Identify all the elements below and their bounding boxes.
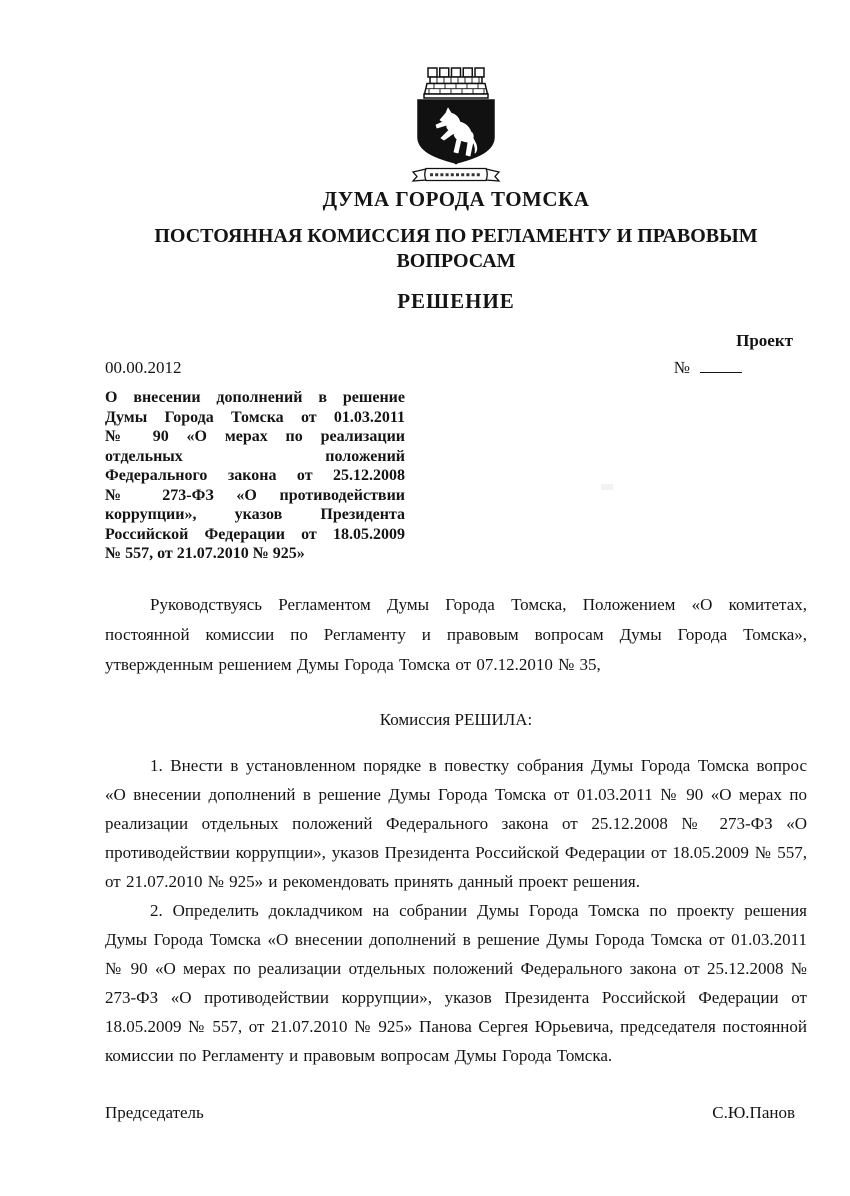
subject-line: Федерального закона от 25.12.2008 <box>105 467 405 484</box>
signer-name: С.Ю.Панов <box>712 1102 795 1122</box>
org-name: ДУМА ГОРОДА ТОМСКА <box>322 187 590 211</box>
resolution-item-2: 2. Определить докладчиком на собрании Думы Города Томска по проекту решения Думы Города Томска «О внесении дополнений в решение Думы Города Томска от 01.03.2011 № 90 «О мерах по реализации отдельных положений Федерального закона от 25.12.2008 № 273-ФЗ «О противодействии коррупции», указов Президента Российской Федерации от 18.05.2009 № 557, от 21.07.2010 № 925» Панова Сергея Юрьевича, председателя постоянной комиссии по Регламенту и правовым вопросам Думы Города Томска. <box>105 900 807 1065</box>
mural-crown-icon <box>424 68 488 98</box>
subject-line: Думы Города Томска от 01.03.2011 <box>105 408 405 426</box>
letterhead <box>105 66 807 314</box>
number-label: № <box>673 358 690 377</box>
subject-block <box>105 388 405 564</box>
commission-heading-line2: ВОПРОСАМ <box>396 250 516 272</box>
subject-line: коррупции», указов Президента <box>105 506 405 523</box>
document-number <box>674 357 742 379</box>
scan-artifact <box>601 484 613 490</box>
commission-heading-line1: ПОСТОЯННАЯ КОМИССИЯ ПО РЕГЛАМЕНТУ И ПРАВОВЫМ <box>154 225 758 247</box>
ribbon-icon <box>413 169 499 182</box>
subject-line: Российской Федерации от 18.05.2009 <box>105 525 405 543</box>
draft-label: Проект <box>736 331 793 350</box>
subject-line: № 273-ФЗ «О противодействии <box>105 486 405 504</box>
subject-line: О внесении дополнений в решение <box>105 389 405 406</box>
resolution-heading: Комиссия РЕШИЛА: <box>379 709 533 729</box>
meta-row <box>105 357 807 379</box>
resolution-item-1: 1. Внести в установленном порядке в повестку собрания Думы Города Томска вопрос «О внесении дополнений в решение Думы Города Томска от 01.03.2011 № 90 «О мерах по реализации отдельных положений Федерального закона от 25.12.2008 № 273-ФЗ «О противодействии коррупции», указов Президента Российской Федерации от 18.05.2009 № 557, от 21.07.2010 № 925» и рекомендовать принять данный проект решения. <box>105 755 807 891</box>
preamble-paragraph: Руководствуясь Регламентом Думы Города Томска, Положением «О комитетах, постоянной комиссии по Регламенту и правовым вопросам Думы Города Томска», утвержденным решением Думы Города Томска от 07.12.2010 № 35, <box>105 594 807 674</box>
document-date: 00.00.2012 <box>105 358 182 377</box>
subject-line: № 90 «О мерах по реализации <box>105 428 405 445</box>
commission-heading <box>105 224 807 274</box>
subject-line: № 557, от 21.07.2010 № 925» <box>105 545 305 562</box>
signer-title: Председатель <box>105 1102 204 1122</box>
resolution-items <box>105 751 807 1070</box>
shield-icon <box>418 100 494 164</box>
tomsk-coat-of-arms-icon <box>401 66 511 184</box>
number-blank-line <box>700 357 742 373</box>
doc-type-heading: РЕШЕНИЕ <box>397 289 515 313</box>
signature-row <box>105 1102 807 1124</box>
subject-line: отдельных положений <box>105 447 405 465</box>
